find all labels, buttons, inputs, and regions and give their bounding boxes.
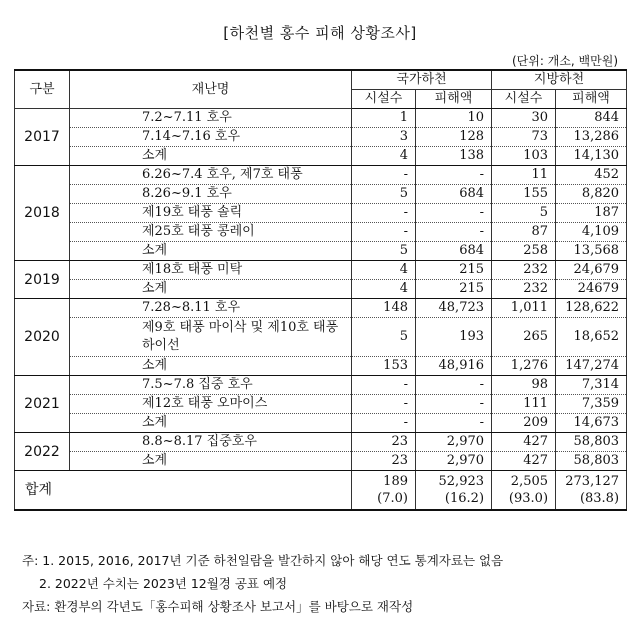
local-damage-cell: 58,803 [556,452,627,471]
flood-damage-table [14,69,627,511]
national-damage-cell: 193 [416,318,492,357]
national-damage-cell: 138 [416,147,492,166]
national-facilities-cell: 5 [352,242,416,261]
disaster-name-cell: 8.8~8.17 집중호우 [70,433,352,452]
national-damage-cell: 128 [416,128,492,147]
local-facilities-cell: 111 [492,395,556,414]
footnote-2: 2. 2022년 수치는 2023년 12월경 공표 예정 [39,576,288,591]
total-local-facilities: 2,505 (93.0) [492,471,556,511]
local-damage-cell: 24679 [556,280,627,299]
table-row [15,242,627,261]
disaster-name-cell: 제18호 태풍 미탁 [70,261,352,280]
national-facilities-cell: - [352,414,416,433]
header-national-damage: 피해액 [416,90,492,109]
local-damage-cell: 24,679 [556,261,627,280]
disaster-name-cell: 제25호 태풍 콩레이 [70,223,352,242]
local-facilities-cell: 87 [492,223,556,242]
disaster-name-cell: 제19호 태풍 솔릭 [70,204,352,223]
local-damage-cell: 58,803 [556,433,627,452]
national-damage-cell: - [416,204,492,223]
disaster-name-cell: 소계 [70,242,352,261]
local-damage-cell: 7,314 [556,376,627,395]
table-row [15,357,627,376]
national-facilities-cell: 5 [352,185,416,204]
header-disaster: 재난명 [70,70,352,109]
local-facilities-cell: 1,011 [492,299,556,318]
national-facilities-cell: - [352,376,416,395]
national-facilities-cell: 153 [352,357,416,376]
local-facilities-cell: 98 [492,376,556,395]
header-category: 구분 [15,70,70,109]
table-row [15,204,627,223]
total-group [15,471,627,511]
national-damage-cell: 684 [416,242,492,261]
local-facilities-cell: 103 [492,147,556,166]
local-facilities-cell: 265 [492,318,556,357]
national-damage-cell: 215 [416,261,492,280]
national-damage-cell: - [416,166,492,185]
national-facilities-cell: 5 [352,318,416,357]
total-national-facilities: 189 (7.0) [352,471,416,511]
disaster-name-cell: 7.28~8.11 호우 [70,299,352,318]
local-damage-cell: 14,673 [556,414,627,433]
national-facilities-cell: 1 [352,109,416,128]
local-facilities-cell: 427 [492,433,556,452]
table-row [15,318,627,357]
local-facilities-cell: 155 [492,185,556,204]
local-damage-cell: 128,622 [556,299,627,318]
header-national: 국가하천 [352,70,492,90]
footnotes [22,549,503,618]
year-group-2021 [15,376,627,433]
local-facilities-cell: 232 [492,280,556,299]
local-facilities-cell: 11 [492,166,556,185]
table-title: [하천별 홍수 피해 상황조사] [223,24,417,42]
disaster-name-cell: 제12호 태풍 오마이스 [70,395,352,414]
unit-label: (단위: 개소, 백만원) [512,54,618,68]
national-facilities-cell: - [352,395,416,414]
national-damage-cell: 684 [416,185,492,204]
header-local-damage: 피해액 [556,90,627,109]
national-damage-cell: 2,970 [416,452,492,471]
disaster-name-cell: 7.5~7.8 집중 호우 [70,376,352,395]
local-damage-cell: 4,109 [556,223,627,242]
disaster-name-cell: 7.14~7.16 호우 [70,128,352,147]
local-damage-cell: 844 [556,109,627,128]
disaster-name-cell: 8.26~9.1 호우 [70,185,352,204]
year-group-2018 [15,166,627,261]
header-local-facilities: 시설수 [492,90,556,109]
local-facilities-cell: 258 [492,242,556,261]
year-cell: 2020 [15,299,70,376]
year-cell: 2021 [15,376,70,433]
table-row [15,109,627,128]
national-facilities-cell: - [352,223,416,242]
table-row [15,414,627,433]
footnote-1: 주: 1. 2015, 2016, 2017년 기준 하천일람을 발간하지 않아 해당 연도 통계자료는 없음 [22,553,504,568]
table-row [15,433,627,452]
national-facilities-cell: 148 [352,299,416,318]
table-row [15,376,627,395]
disaster-name-cell: 6.26~7.4 호우, 제7호 태풍 [70,166,352,185]
local-facilities-cell: 1,276 [492,357,556,376]
table-row [15,395,627,414]
header-local: 지방하천 [492,70,627,90]
national-damage-cell: 10 [416,109,492,128]
header-national-facilities: 시설수 [352,90,416,109]
year-cell: 2019 [15,261,70,299]
local-damage-cell: 13,568 [556,242,627,261]
national-damage-cell: - [416,414,492,433]
local-damage-cell: 452 [556,166,627,185]
local-facilities-cell: 73 [492,128,556,147]
national-facilities-cell: 23 [352,433,416,452]
national-facilities-cell: - [352,204,416,223]
year-cell: 2018 [15,166,70,261]
local-facilities-cell: 5 [492,204,556,223]
local-facilities-cell: 232 [492,261,556,280]
local-facilities-cell: 30 [492,109,556,128]
national-facilities-cell: 4 [352,280,416,299]
table-row [15,147,627,166]
table-row [15,452,627,471]
national-damage-cell: 48,916 [416,357,492,376]
year-group-2020 [15,299,627,376]
table-row [15,223,627,242]
year-cell: 2017 [15,109,70,166]
local-damage-cell: 187 [556,204,627,223]
table-row [15,128,627,147]
disaster-name-cell: 소계 [70,452,352,471]
local-facilities-cell: 209 [492,414,556,433]
local-damage-cell: 7,359 [556,395,627,414]
year-group-2019 [15,261,627,299]
national-facilities-cell: 23 [352,452,416,471]
disaster-name-cell: 제9호 태풍 마이삭 및 제10호 태풍 하이선 [70,318,352,357]
national-damage-cell: 2,970 [416,433,492,452]
year-group-2022 [15,433,627,471]
table-row [15,261,627,280]
national-facilities-cell: 4 [352,261,416,280]
national-damage-cell: - [416,376,492,395]
table-row [15,280,627,299]
disaster-name-cell: 소계 [70,414,352,433]
total-national-damage: 52,923 (16.2) [416,471,492,511]
table-row [15,299,627,318]
local-damage-cell: 18,652 [556,318,627,357]
local-damage-cell: 13,286 [556,128,627,147]
disaster-name-cell: 소계 [70,357,352,376]
national-damage-cell: - [416,395,492,414]
local-facilities-cell: 427 [492,452,556,471]
local-damage-cell: 147,274 [556,357,627,376]
table-row [15,166,627,185]
total-label: 합계 [15,471,352,511]
table-row [15,185,627,204]
local-damage-cell: 14,130 [556,147,627,166]
national-damage-cell: 215 [416,280,492,299]
disaster-name-cell: 소계 [70,280,352,299]
year-cell: 2022 [15,433,70,471]
disaster-name-cell: 7.2~7.11 호우 [70,109,352,128]
footnote-source: 자료: 환경부의 각년도「홍수피해 상황조사 보고서」를 바탕으로 재작성 [22,599,414,614]
total-local-damage: 273,127 (83.8) [556,471,627,511]
disaster-name-cell: 소계 [70,147,352,166]
local-damage-cell: 8,820 [556,185,627,204]
national-damage-cell: 48,723 [416,299,492,318]
national-facilities-cell: - [352,166,416,185]
national-damage-cell: - [416,223,492,242]
year-group-2017 [15,109,627,166]
national-facilities-cell: 3 [352,128,416,147]
national-facilities-cell: 4 [352,147,416,166]
